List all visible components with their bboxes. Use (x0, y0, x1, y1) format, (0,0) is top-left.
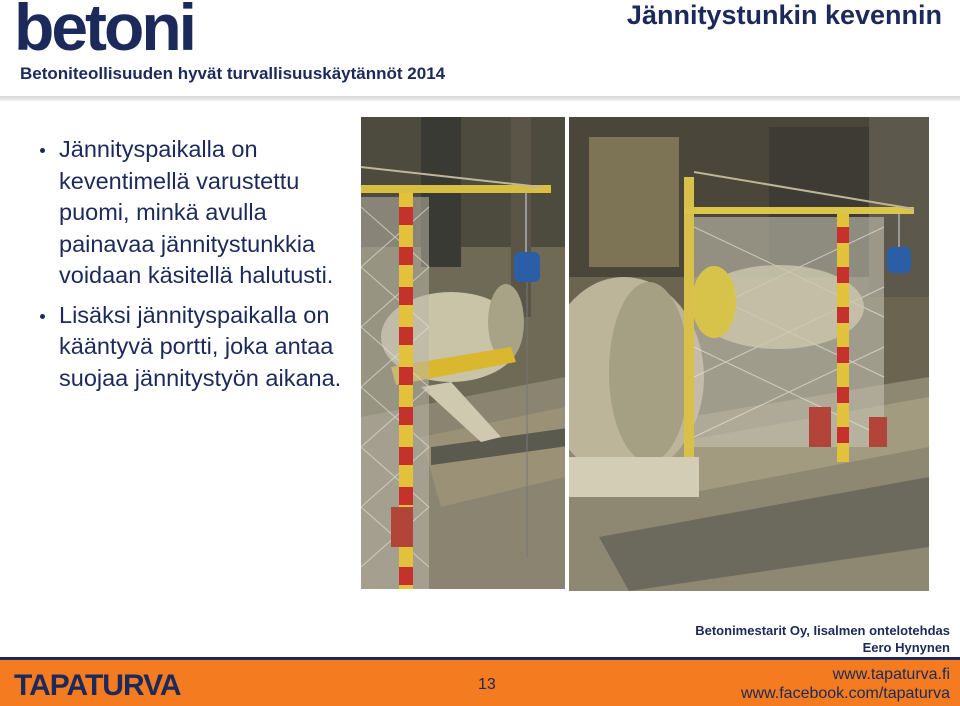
photo-left-illustration (361, 117, 565, 589)
header-divider (0, 96, 960, 101)
facebook-link[interactable]: www.facebook.com/tapaturva (741, 685, 950, 702)
photo-tensioning-jack-left (361, 117, 565, 589)
photo-credit-author: Eero Hynynen (862, 640, 950, 655)
tapaturva-website-link[interactable]: www.tapaturva.fi (832, 666, 950, 683)
photo-right-illustration (569, 117, 929, 591)
bullet-dot-icon (40, 314, 45, 319)
page-number: 13 (478, 676, 496, 693)
header-subtitle: Betoniteollisuuden hyvät turvallisuuskäytännöt 2014 (20, 64, 446, 83)
bullet-item (40, 134, 350, 292)
bullet-list (40, 134, 350, 394)
bullet-dot-icon (40, 148, 45, 153)
footer-bar (0, 660, 960, 706)
tapaturva-logo: TAPATURVA (14, 669, 181, 702)
photo-tensioning-station-right (569, 117, 929, 591)
slide-title: Jännitystunkin kevennin (626, 0, 942, 30)
bullet-text: Jännityspaikalla on keventimellä varustettu puomi, minkä avulla painavaa jännitystunkkia voidaan käsitellä halutusti. (59, 136, 334, 288)
bullet-text: Lisäksi jännityspaikalla on kääntyvä portti, joka antaa suojaa jännitystyön aikana. (59, 301, 342, 391)
photo-credit-company: Betonimestarit Oy, Iisalmen ontelotehdas (695, 623, 950, 638)
betoni-logo: betoni (14, 0, 194, 64)
bullet-item (40, 300, 350, 395)
